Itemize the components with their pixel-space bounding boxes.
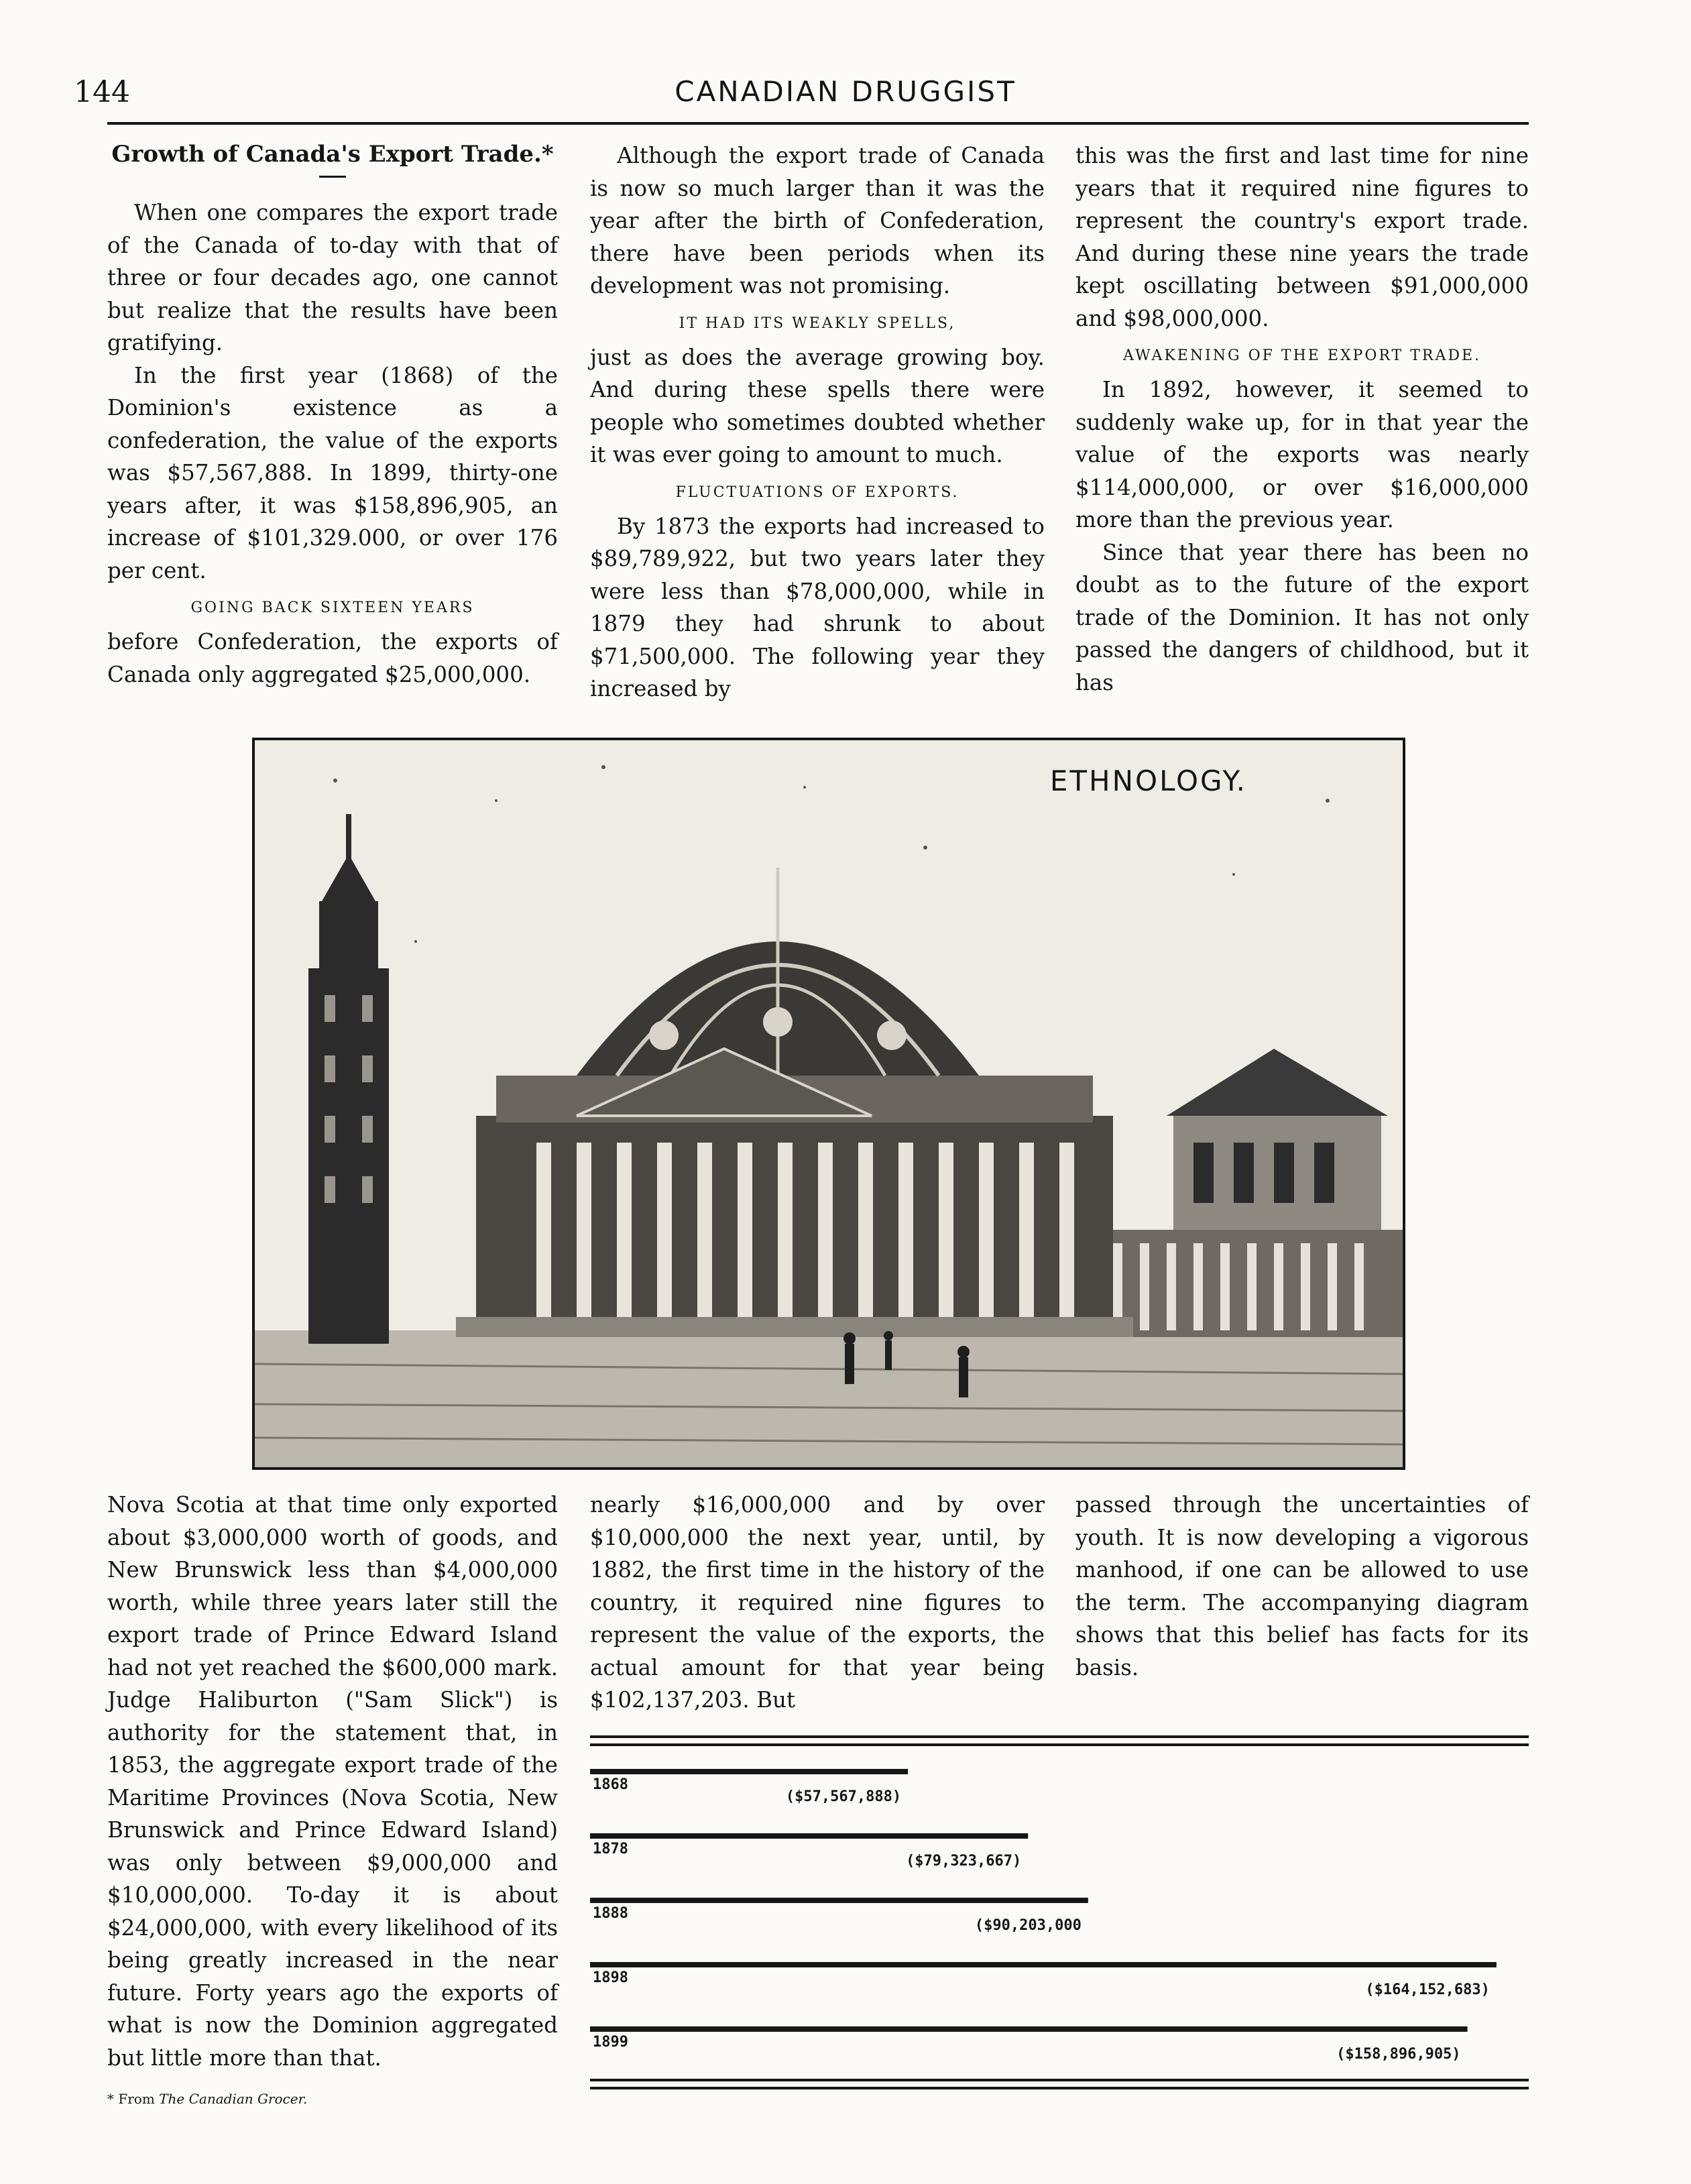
subhead-weakly-spells: IT HAD ITS WEAKLY SPELLS, (679, 314, 956, 332)
paragraph: just as does the average growing boy. And during these spells there were people who sometimes doubted whether it was ever going to amount to much. (590, 344, 1045, 467)
paragraph: before Confederation, the exports of Canada only aggregated $25,000,000. (107, 629, 558, 687)
column-3-bottom (1075, 1489, 1529, 1684)
footnote-source: The Canadian Grocer. (159, 2091, 308, 2107)
value-label-1878: ($79,323,667) (906, 1853, 1022, 1870)
value-label-1899: ($158,896,905) (1336, 2046, 1461, 2063)
year-label-1888: 1888 (593, 1905, 628, 1922)
ethnology-building-illustration (252, 738, 1405, 1470)
year-label-1878: 1878 (593, 1841, 628, 1857)
export-bar-1899 (590, 2026, 1468, 2032)
chart-top-rule-2 (590, 1743, 1529, 1746)
page-number: 144 (74, 75, 130, 109)
footnote (107, 2091, 307, 2107)
chart-bottom-rule (590, 2079, 1529, 2081)
paragraph: By 1873 the exports had increased to $89,789,922, but two years later they were less than $78,000,000, while in 1879 they had shrunk to about $71,500,000. The following year they increased by (590, 513, 1045, 701)
column-2-bottom (590, 1489, 1045, 1717)
year-label-1898: 1898 (593, 1969, 628, 1986)
header-rule (107, 122, 1529, 125)
paragraph: Nova Scotia at that time only exported about $3,000,000 worth of goods, and New Brunswick less than $4,000,000 worth, while three years later still the export trade of Prince Edward Island had not yet reached the $600,000 mark. Judge Haliburton ("Sam Slick") is authority for the statement that, in 1853, the aggregate export trade of the Maritime Provinces (Nova Scotia, New Brunswick and Prince Edward Island) was only between $9,000,000 and $10,000,000. To-day it is about $24,000,000, with every likelihood of its being greatly increased in the near future. Forty years ago the exports of what is now the Dominion aggregated but little more than that. (107, 1492, 558, 2071)
subhead-going-back: GOING BACK SIXTEEN YEARS (190, 599, 475, 616)
export-growth-chart (577, 1722, 1535, 2097)
paragraph: When one compares the export trade of the Canada of to-day with that of three or four decades ago, one cannot but realize that the results have been gratifying. (107, 200, 558, 355)
export-bar-1898 (590, 1962, 1497, 1967)
running-title: CANADIAN DRUGGIST (675, 75, 1016, 108)
column-2-top (590, 139, 1045, 705)
subhead-fluctuations: FLUCTUATIONS OF EXPORTS. (675, 483, 959, 501)
value-label-1888: ($90,203,000 (974, 1917, 1082, 1934)
value-label-1868: ($57,567,888) (785, 1788, 902, 1805)
year-label-1899: 1899 (593, 2034, 628, 2051)
paragraph: Although the export trade of Canada is now so much larger than it was the year after the birth of Confederation, there have been periods when its development was not promising. (590, 143, 1045, 298)
export-bar-1888 (590, 1898, 1088, 1903)
year-label-1868: 1868 (593, 1776, 628, 1793)
chart-bottom-rule-2 (590, 2087, 1529, 2089)
paragraph: Since that year there has been no doubt as to the future of the export trade of the Dominion. It has not only passed the dangers of childhood, but it has (1075, 539, 1529, 695)
footnote-mark: * From (107, 2091, 155, 2107)
column-3-top (1075, 139, 1529, 699)
figure-label: ETHNOLOGY. (1049, 764, 1247, 797)
paragraph: nearly $16,000,000 and by over $10,000,000 the next year, until, by 1882, the first time in the history of the country, it required nine figures to represent the value of the exports, the actual amount for that year being $102,137,203. But (590, 1492, 1045, 1713)
value-label-1898: ($164,152,683) (1365, 1981, 1490, 1998)
export-bar-1878 (590, 1833, 1028, 1839)
paragraph: passed through the uncertainties of youth. It is now developing a vigorous manhood, if one can be allowed to use the term. The accompanying diagram shows that this belief has facts for its basis. (1075, 1492, 1529, 1680)
paragraph: In 1892, however, it seemed to suddenly wake up, for in that year the value of the exports was nearly $114,000,000, or over $16,000,000 more than the previous year. (1075, 377, 1529, 532)
title-dash (319, 176, 346, 178)
column-1-bottom (107, 1489, 558, 2074)
subhead-awakening: AWAKENING OF THE EXPORT TRADE. (1122, 347, 1482, 364)
export-bar-1868 (590, 1769, 908, 1774)
article-title: Growth of Canada's Export Trade.* (111, 141, 554, 168)
column-1-top (107, 139, 558, 691)
paragraph: this was the first and last time for nine years that it required nine figures to represent the country's export trade. And during these nine years the trade kept oscillating between $91,000,000 and $98,000,000. (1075, 143, 1529, 331)
chart-top-rule (590, 1735, 1529, 1738)
building-engraving (255, 740, 1403, 1467)
paragraph: In the first year (1868) of the Dominion's existence as a confederation, the value of the exports was $57,567,888. In 1899, thirty-one years after, it was $158,896,905, an increase of $101,329.000, or over 176 per cent. (107, 362, 558, 583)
